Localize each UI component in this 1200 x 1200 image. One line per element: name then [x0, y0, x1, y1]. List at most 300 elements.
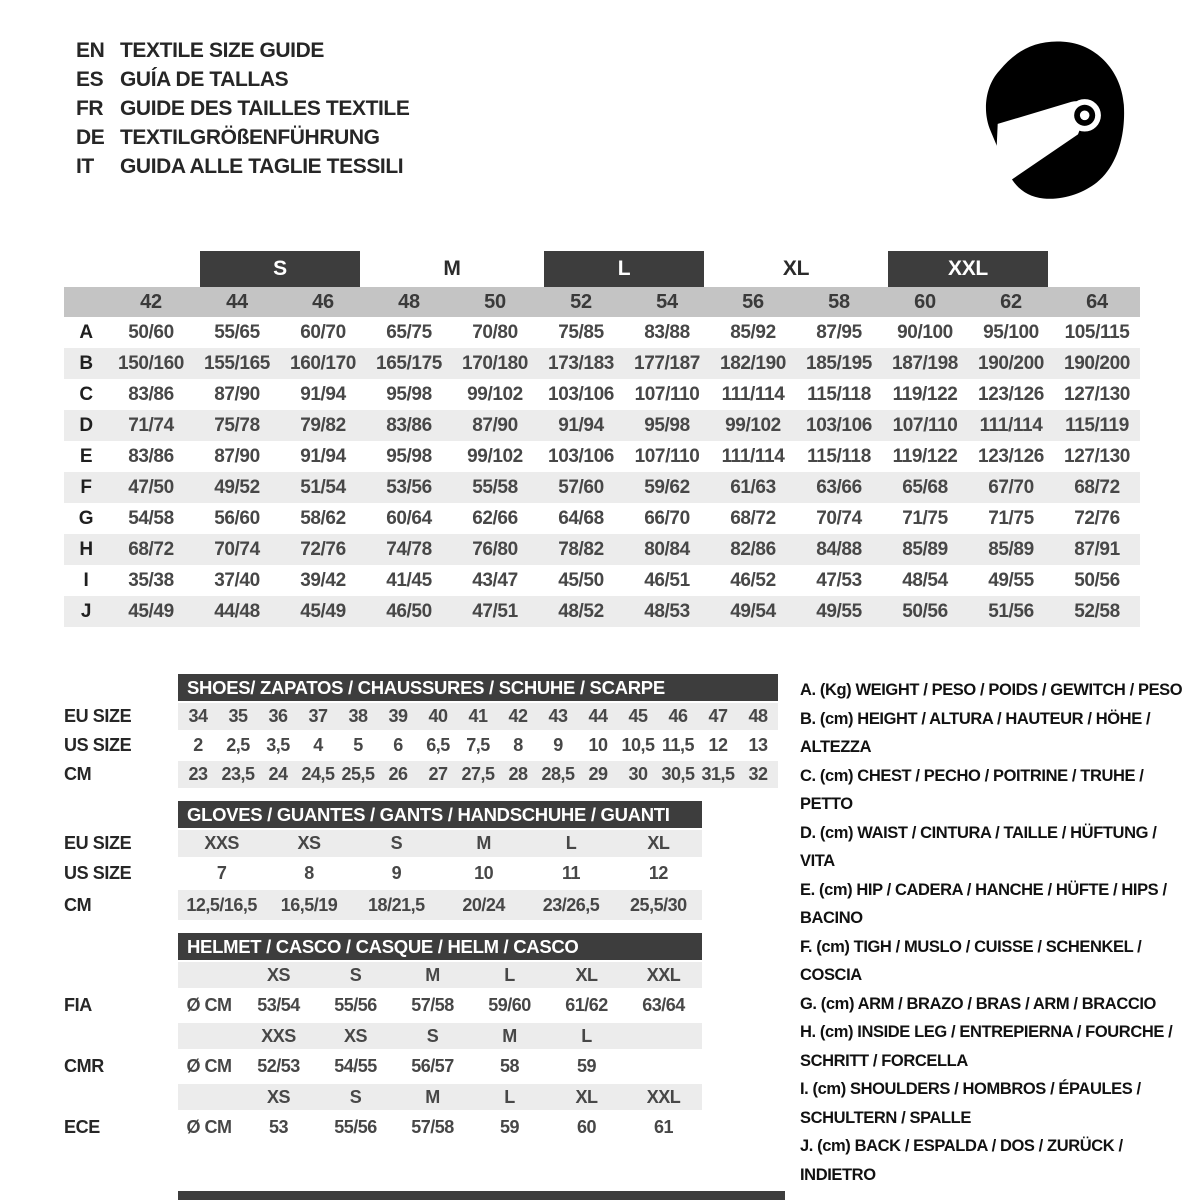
size-cell: 49/52	[214, 476, 260, 498]
size-cell: 72/76	[1074, 507, 1120, 529]
size-cell: 91/94	[300, 383, 346, 405]
language-title: GUÍA DE TALLAS	[120, 68, 289, 91]
size-cell: 107/110	[634, 383, 700, 405]
cell: 10	[588, 735, 608, 755]
cell: 6	[393, 735, 403, 755]
size-cell: 85/89	[988, 538, 1034, 560]
cell: 8	[513, 735, 523, 755]
cell: 10	[474, 863, 494, 883]
size-cell: 123/126	[978, 383, 1044, 405]
cell: 57/58	[411, 995, 454, 1015]
helmet-size-header: S	[349, 964, 362, 985]
cell: 11,5	[661, 735, 695, 755]
row-label: CM	[64, 894, 92, 915]
unit-cell: Ø CM	[186, 1117, 232, 1137]
cell: 3,5	[266, 735, 290, 755]
size-column-header: 56	[742, 290, 764, 313]
size-cell: 48/52	[558, 600, 604, 622]
size-table-row	[64, 596, 1140, 627]
size-cell: 65/68	[902, 476, 948, 498]
size-cell: 111/114	[721, 383, 785, 405]
table-row	[64, 703, 778, 730]
helmet-size-header: XXS	[261, 1025, 296, 1046]
gloves-table	[64, 801, 778, 920]
helmet-sizes	[178, 962, 702, 988]
size-cell: 107/110	[634, 445, 700, 467]
cell: 25,5/30	[630, 894, 687, 915]
row-label: US SIZE	[64, 863, 132, 883]
size-cell: 83/86	[128, 445, 174, 467]
size-cell: 95/100	[983, 321, 1039, 343]
helmet-sizes	[178, 1023, 702, 1049]
cell: 46	[668, 706, 688, 726]
size-cell: 46/52	[730, 569, 776, 591]
size-column-header: 50	[484, 290, 506, 313]
cell: 23/26,5	[542, 894, 600, 915]
helmet-sizes	[178, 1084, 702, 1110]
cell: 23	[188, 764, 208, 784]
gloves-rows	[64, 830, 778, 920]
size-cell: 87/90	[472, 414, 518, 436]
cell: 8	[304, 863, 314, 883]
row-values	[178, 732, 778, 759]
size-cell: 80/84	[644, 538, 690, 560]
row-label: F	[80, 476, 92, 498]
helmet-size-header: XL	[575, 964, 598, 985]
size-column-header: 58	[828, 290, 850, 313]
cell: 20/24	[462, 894, 505, 915]
size-cell: 91/94	[558, 414, 604, 436]
size-cell: 57/60	[558, 476, 604, 498]
row-label	[64, 1023, 178, 1049]
row-label: J	[80, 600, 92, 622]
cell: 59/60	[488, 995, 531, 1015]
legend-item: I. (cm) SHOULDERS / HOMBROS / ÉPAULES / SCHULTERN / SPALLE	[800, 1080, 1141, 1127]
cell: 9	[391, 863, 402, 883]
helmet-size-header: XS	[343, 1025, 367, 1046]
size-cell: 187/198	[892, 352, 958, 374]
size-cell: 71/75	[902, 507, 948, 529]
table-row	[64, 859, 778, 888]
cell: 41	[468, 706, 488, 726]
language-code: IT	[76, 155, 94, 178]
row-label: E	[79, 445, 93, 467]
size-column-header: 54	[656, 290, 678, 313]
table-row	[64, 830, 778, 857]
size-cell: 115/118	[807, 383, 871, 405]
size-cell: 91/94	[300, 445, 346, 467]
cell: 11	[561, 863, 580, 883]
cell: 37	[308, 706, 328, 726]
size-cell: 45/49	[128, 600, 174, 622]
size-cell: 95/98	[386, 383, 432, 405]
size-cell: 70/74	[816, 507, 862, 529]
cell: 2,5	[226, 735, 250, 755]
size-cell: 41/45	[386, 569, 432, 591]
size-cell: 55/58	[472, 476, 518, 498]
size-cell: 105/115	[1064, 321, 1130, 343]
size-group-label: L	[544, 251, 704, 287]
size-cell: 48/54	[902, 569, 948, 591]
row-label	[64, 962, 178, 988]
helmet-size-header: XS	[266, 1086, 290, 1107]
helmet-sizes-row	[64, 1023, 778, 1049]
legend-item: J. (cm) BACK / ESPALDA / DOS / ZURÜCK / INDIETRO	[800, 1137, 1123, 1184]
cell: 30,5	[661, 764, 695, 784]
size-number-row	[64, 287, 1140, 317]
cell: 60	[576, 1117, 597, 1137]
row-label: US SIZE	[64, 735, 132, 755]
size-column-header: 48	[398, 290, 420, 313]
size-cell: 65/75	[386, 321, 432, 343]
cell: 47	[708, 706, 728, 726]
helmet-values	[178, 990, 702, 1021]
cell: 35	[228, 706, 248, 726]
size-cell: 70/80	[472, 321, 518, 343]
size-cell: 58/62	[300, 507, 346, 529]
size-cell: 43/47	[472, 569, 518, 591]
size-cell: 68/72	[730, 507, 776, 529]
cropped-section-bar	[178, 1191, 785, 1200]
language-row	[76, 36, 409, 65]
size-column-header: 60	[914, 290, 936, 313]
cell: 48	[748, 706, 768, 726]
size-cell: 190/200	[978, 352, 1044, 374]
helmet-size-header: M	[425, 1086, 440, 1107]
table-row	[64, 732, 778, 759]
row-values	[178, 703, 778, 730]
cell: 59	[499, 1117, 520, 1137]
cell: 5	[353, 735, 363, 755]
helmet-size-header: XXL	[646, 1086, 681, 1107]
cell: 13	[748, 735, 768, 755]
row-values	[178, 890, 702, 920]
size-cell: 62/66	[472, 507, 518, 529]
size-column-header: 42	[140, 290, 162, 313]
measurement-legend	[800, 676, 1192, 1189]
size-cell: 49/54	[730, 600, 776, 622]
shoes-table	[64, 674, 778, 788]
helmet-values	[178, 1112, 702, 1143]
textile-size-table	[64, 249, 1140, 627]
cell: 10,5	[621, 735, 655, 755]
helmet-sizes-row	[64, 1084, 778, 1110]
size-cell: 170/180	[462, 352, 528, 374]
size-cell: 177/187	[634, 352, 700, 374]
size-cell: 71/75	[988, 507, 1034, 529]
cell: 18/21,5	[368, 894, 425, 915]
unit-cell: Ø CM	[186, 995, 232, 1015]
size-cell: 74/78	[386, 538, 432, 560]
size-data-rows	[64, 317, 1140, 627]
size-cell: 37/40	[214, 569, 260, 591]
helmet-sizes-row	[64, 962, 778, 988]
language-code: DE	[76, 126, 105, 149]
size-column-header: 62	[1000, 290, 1022, 313]
row-label: D	[79, 414, 93, 436]
size-table-row	[64, 379, 1140, 410]
language-title: GUIDE DES TAILLES TEXTILE	[120, 97, 410, 120]
size-cell: 48/53	[644, 600, 690, 622]
row-label: CM	[64, 764, 92, 784]
size-cell: 123/126	[978, 445, 1044, 467]
size-cell: 119/122	[892, 383, 958, 405]
size-cell: 47/53	[816, 569, 862, 591]
size-cell: 185/195	[806, 352, 872, 374]
cell: L	[565, 833, 577, 853]
size-cell: 90/100	[897, 321, 953, 343]
size-cell: 87/95	[816, 321, 862, 343]
size-cell: 50/56	[902, 600, 948, 622]
cell: 26	[388, 764, 408, 784]
cell: 7	[216, 863, 227, 883]
size-cell: 66/70	[644, 507, 690, 529]
shoes-table-title: SHOES/ ZAPATOS / CHAUSSURES / SCHUHE / SCARPE	[178, 674, 778, 701]
size-cell: 83/86	[128, 383, 174, 405]
cell: 39	[388, 706, 408, 726]
size-table-row	[64, 565, 1140, 596]
cell: M	[476, 833, 491, 853]
size-cell: 60/64	[386, 507, 432, 529]
cell: 27,5	[461, 764, 495, 784]
row-label: I	[83, 569, 89, 591]
size-cell: 44/48	[214, 600, 260, 622]
size-cell: 173/183	[548, 352, 614, 374]
legend-item: B. (cm) HEIGHT / ALTURA / HAUTEUR / HÖHE / ALTEZZA	[800, 709, 1151, 756]
size-cell: 160/170	[290, 352, 356, 374]
cell: 34	[188, 706, 208, 726]
size-cell: 78/82	[558, 538, 604, 560]
cell: 23,5	[221, 764, 255, 784]
size-cell: 95/98	[386, 445, 432, 467]
row-label: EU SIZE	[64, 706, 132, 726]
cell: 24	[268, 764, 288, 784]
size-cell: 75/78	[214, 414, 260, 436]
cell: XXS	[204, 833, 239, 853]
helmet-size-header: L	[504, 964, 515, 985]
cell: 16,5/19	[280, 894, 338, 915]
language-title: TEXTILGRÖßENFÜHRUNG	[120, 126, 380, 149]
cell: 30	[628, 764, 648, 784]
size-column-header: 52	[570, 290, 592, 313]
row-label: B	[79, 352, 93, 374]
helmet-size-header: XS	[266, 964, 290, 985]
size-cell: 99/102	[467, 445, 523, 467]
table-row	[64, 890, 778, 920]
helmet-table-title: HELMET / CASCO / CASQUE / HELM / CASCO	[178, 933, 702, 960]
size-table-row	[64, 441, 1140, 472]
language-header	[76, 36, 409, 181]
shoes-rows	[64, 703, 778, 788]
size-cell: 79/82	[300, 414, 346, 436]
size-cell: 45/49	[300, 600, 346, 622]
helmet-size-header: S	[426, 1025, 439, 1046]
size-cell: 127/130	[1064, 383, 1130, 405]
size-cell: 83/86	[386, 414, 432, 436]
size-group-label: XL	[782, 257, 810, 280]
legend-item: D. (cm) WAIST / CINTURA / TAILLE / HÜFTUNG / VITA	[800, 823, 1157, 870]
size-column-header: 64	[1086, 290, 1108, 313]
cell: 2	[193, 735, 203, 755]
legend-item: C. (cm) CHEST / PECHO / POITRINE / TRUHE / PETTO	[800, 766, 1144, 813]
helmet-values-row	[64, 1051, 778, 1082]
size-cell: 85/89	[902, 538, 948, 560]
language-code: ES	[76, 68, 104, 91]
cell: 12	[648, 863, 668, 883]
size-cell: 51/56	[988, 600, 1034, 622]
language-title: TEXTILE SIZE GUIDE	[120, 39, 324, 62]
size-cell: 67/70	[988, 476, 1034, 498]
size-cell: 150/160	[118, 352, 184, 374]
cell: 63/64	[642, 995, 685, 1015]
helmet-size-header: S	[349, 1086, 362, 1107]
size-cell: 115/118	[807, 445, 871, 467]
cell: 61/62	[565, 995, 608, 1015]
cell: S	[390, 833, 403, 853]
cell: 12,5/16,5	[186, 894, 257, 915]
language-title: GUIDA ALLE TAGLIE TESSILI	[120, 155, 404, 178]
cell: XS	[297, 833, 321, 853]
standard-label: FIA	[64, 995, 92, 1015]
unit-cell: Ø CM	[186, 1056, 232, 1076]
size-cell: 39/42	[300, 569, 346, 591]
size-cell: 60/70	[300, 321, 346, 343]
size-cell: 103/106	[548, 383, 614, 405]
helmet-rows	[64, 962, 778, 1143]
legend-item: F. (cm) TIGH / MUSLO / CUISSE / SCHENKEL / COSCIA	[800, 937, 1142, 984]
cell: 40	[428, 706, 448, 726]
legend-item: G. (cm) ARM / BRAZO / BRAS / ARM / BRACCIO	[800, 994, 1156, 1013]
cell: 55/56	[334, 995, 377, 1015]
cell: 7,5	[466, 735, 490, 755]
size-cell: 87/90	[214, 445, 260, 467]
size-cell: 59/62	[644, 476, 690, 498]
language-row	[76, 94, 409, 123]
cell: 32	[748, 764, 768, 784]
table-row	[64, 761, 778, 788]
size-cell: 119/122	[892, 445, 958, 467]
size-cell: 111/114	[979, 414, 1043, 436]
size-cell: 76/80	[472, 538, 518, 560]
accessory-tables	[64, 674, 778, 1143]
size-cell: 56/60	[214, 507, 260, 529]
size-cell: 47/50	[128, 476, 174, 498]
size-cell: 35/38	[128, 569, 174, 591]
size-cell: 115/119	[1065, 414, 1129, 436]
size-group-label: M	[443, 257, 461, 280]
cell: 12	[708, 735, 728, 755]
cell: 53	[268, 1117, 289, 1137]
size-cell: 155/165	[204, 352, 270, 374]
language-code: FR	[76, 97, 104, 120]
size-cell: 107/110	[892, 414, 958, 436]
helmet-size-header: L	[504, 1086, 515, 1107]
size-cell: 95/98	[644, 414, 690, 436]
cell: 28	[508, 764, 528, 784]
cell: 29	[588, 764, 608, 784]
cell: 38	[348, 706, 368, 726]
row-label	[64, 1084, 178, 1110]
helmet-table	[64, 933, 778, 1143]
size-cell: 45/50	[558, 569, 604, 591]
helmet-size-header: L	[581, 1025, 592, 1046]
cell: 42	[508, 706, 528, 726]
row-label: C	[79, 383, 93, 405]
cell: 59	[576, 1056, 597, 1076]
size-table-row	[64, 503, 1140, 534]
legend-item: H. (cm) INSIDE LEG / ENTREPIERNA / FOURCHE / SCHRITT / FORCELLA	[800, 1023, 1173, 1070]
cell: XL	[647, 833, 670, 853]
standard-label: ECE	[64, 1117, 100, 1137]
size-table-row	[64, 410, 1140, 441]
size-cell: 165/175	[376, 352, 442, 374]
racing-helmet-icon	[970, 34, 1142, 210]
size-cell: 70/74	[214, 538, 260, 560]
cell: 43	[548, 706, 568, 726]
cell: 61	[653, 1117, 674, 1137]
cell: 36	[268, 706, 288, 726]
size-cell: 103/106	[548, 445, 614, 467]
size-cell: 52/58	[1074, 600, 1120, 622]
size-cell: 49/55	[816, 600, 862, 622]
gloves-table-title: GLOVES / GUANTES / GANTS / HANDSCHUHE / GUANTI	[178, 801, 702, 828]
row-label: EU SIZE	[64, 833, 132, 853]
size-cell: 182/190	[720, 352, 786, 374]
size-table-row	[64, 348, 1140, 379]
size-cell: 54/58	[128, 507, 174, 529]
helmet-values-row	[64, 990, 778, 1021]
size-cell: 87/91	[1074, 538, 1120, 560]
cell: 45	[628, 706, 648, 726]
helmet-values	[178, 1051, 702, 1082]
cell: 44	[588, 706, 608, 726]
size-cell: 50/60	[128, 321, 174, 343]
legend-item: A. (Kg) WEIGHT / PESO / POIDS / GEWITCH / PESO	[800, 681, 1183, 699]
language-row	[76, 65, 409, 94]
helmet-values-row	[64, 1112, 778, 1143]
size-cell: 85/92	[730, 321, 776, 343]
cell: 24,5	[301, 764, 335, 784]
cell: 58	[499, 1056, 520, 1076]
cell: 56/57	[411, 1056, 454, 1076]
size-table-row	[64, 472, 1140, 503]
size-cell: 87/90	[214, 383, 260, 405]
size-cell: 83/88	[644, 321, 690, 343]
helmet-size-header: XL	[575, 1086, 598, 1107]
size-cell: 82/86	[730, 538, 776, 560]
legend-item: E. (cm) HIP / CADERA / HANCHE / HÜFTE / HIPS / BACINO	[800, 880, 1167, 927]
cell: 25,5	[341, 764, 375, 784]
size-cell: 50/56	[1074, 569, 1120, 591]
cell: 57/58	[411, 1117, 454, 1137]
size-cell: 127/130	[1064, 445, 1130, 467]
language-row	[76, 123, 409, 152]
cell: 27	[428, 764, 448, 784]
size-cell: 53/56	[386, 476, 432, 498]
size-cell: 72/76	[300, 538, 346, 560]
size-cell: 99/102	[467, 383, 523, 405]
size-cell: 49/55	[988, 569, 1034, 591]
size-cell: 63/66	[816, 476, 862, 498]
size-cell: 99/102	[725, 414, 781, 436]
helmet-size-header: M	[502, 1025, 517, 1046]
row-label: H	[79, 538, 93, 560]
standard-label: CMR	[64, 1056, 104, 1076]
language-row	[76, 152, 409, 181]
row-values	[178, 761, 778, 788]
cell: 55/56	[334, 1117, 377, 1137]
size-cell: 68/72	[128, 538, 174, 560]
